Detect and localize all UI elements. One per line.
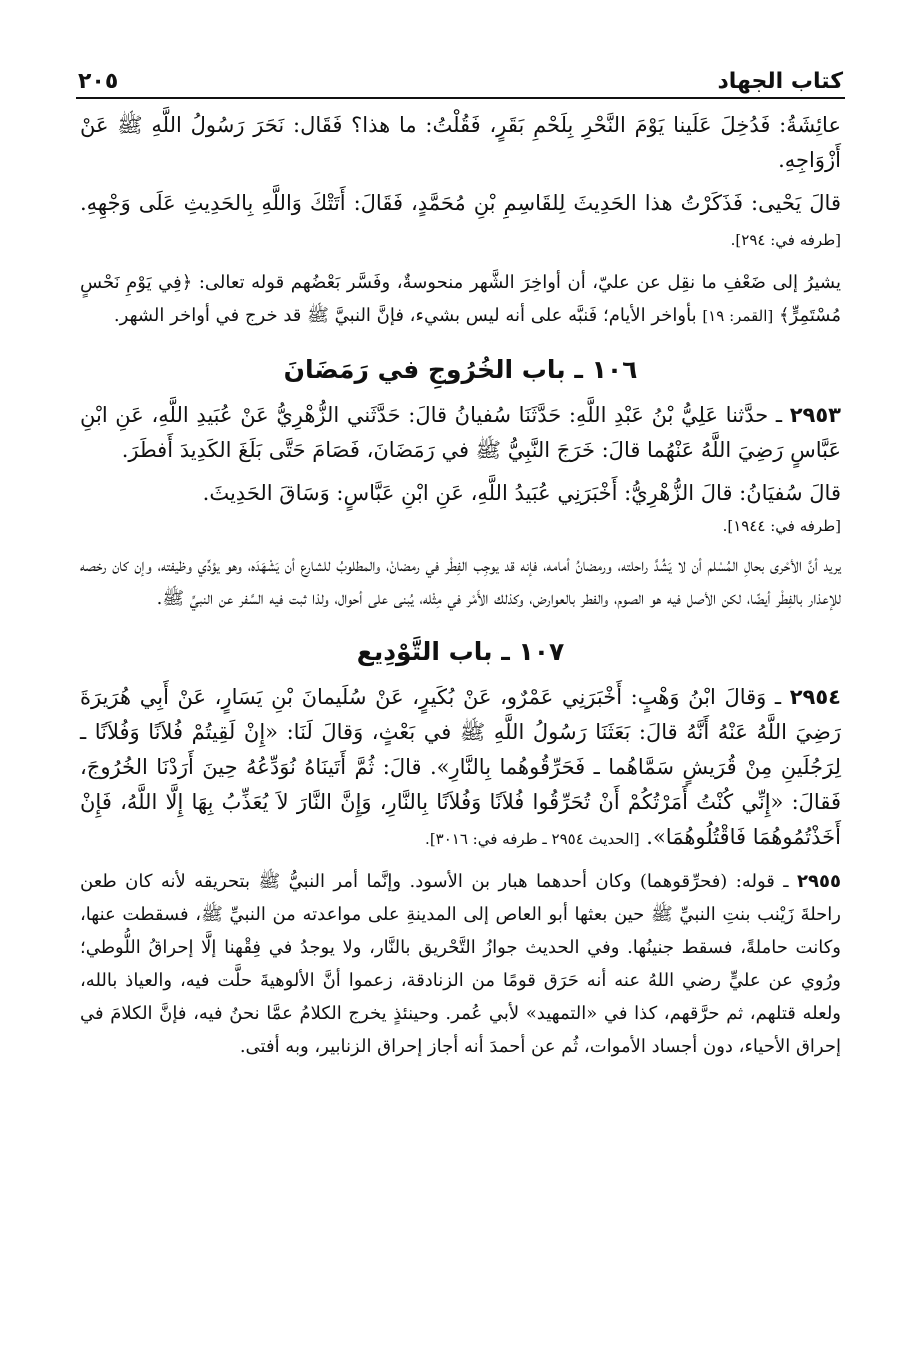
quran-reference: [القمر: ١٩] — [702, 307, 774, 325]
commentary-2955 — [80, 865, 841, 1063]
page-number: ٢٠٥ — [78, 69, 119, 94]
commentary-text: بأواخر الأيام؛ فَنبَّه على أنه ليس بشيء، فإنَّ النبيَّ ﷺ قد خرج في أواخر الشهر. — [113, 305, 697, 326]
hadith-number: ٢٩٥٣ — [789, 403, 842, 427]
commentary-text: ـ قوله: (فحرِّقوهما) وكان أحدهما هبار بن الأسود. وإنَّما أمر النبيُّ ﷺ بتحريقه لأنه كان طعن راحلةَ زَيْنب بنتِ النبيِّ ﷺ حين بعثها أبو العاص إلى المدينةِ على مواعدته من النبيِّ ﷺ، فسقطت عنها، وكانت حاملةً، فسقط جنينُها. وفي الحديث جوازُ التَّحْريق بالنَّار، ولا يوجدُ في فِقْهنا إلَّا إحراقُ اللُّوطي؛ ورُوي عن عليٍّ رضي اللهُ عنه أنه حَرَق قومًا من الزنادقة، زعموا أنَّ الألوهيةَ حلَّت فيه، والعياذ بالله، ولعله قتلهم، ثم حرَّقهم، كذا في «التمهيد» لأبي عُمر. وحينئذٍ يخرج الكلامُ عمَّا نحنُ فيه، فإنَّ الكلامَ في إحراق الأحياء، دون أجساد الأموات، ثُم عن أحمدَ أنه أجاز إحراق الزنابير، وبه أفتى. — [80, 871, 841, 1057]
header-rule — [76, 97, 845, 99]
chapter-title-106: ١٠٦ ـ باب الخُرُوجِ في رَمَضَانَ — [283, 355, 638, 384]
commentary-106 — [80, 549, 841, 615]
hadith-text: ـ وَقالَ ابْنُ وَهْبٍ: أَخْبَرَنِي عَمْرٌو، عَنْ بُكَيرٍ، عَنْ سُلَيمانَ بْنِ يَسَارٍ، عَنْ أَبِي هُرَيرَةَ رَضِيَ اللَّهُ عَنْهُ أَنَّهُ قالَ: بَعَثَنَا رَسُولُ اللَّهِ ﷺ في بَعْثٍ، وَقالَ لَنَا: «إِنْ لَقِيتُمْ فُلاَنًا وَفُلاَنًا ـ لِرَجُلَينِ مِنْ قُرَيشٍ سَمَّاهُما ـ فَحَرِّقُوهُما بِالنَّارِ». قالَ: ثُمَّ أَتَينَاهُ نُوَدِّعُهُ حِينَ أَرَدْنَا الخُرُوجَ، فَقالَ: «إِنِّي كُنْتُ أَمَرْتُكُمْ أَنْ تُحَرِّقُوا فُلاَنًا وَفُلاَنًا بِالنَّارِ، وَإِنَّ النَّارَ لاَ يُعَذِّبُ بِهَا إِلَّا اللَّهُ، فَإِنْ أَخَذْتُمُوهُمَا فَاقْتُلُوهُمَا». — [80, 685, 841, 849]
reference-note: [طرفه في: ٢٩٤]. — [730, 231, 841, 249]
reference-note: [الحديث ٢٩٥٤ ـ طرفه في: ٣٠١٦]. — [425, 830, 640, 848]
commentary-text: يشيرُ إلى ضَعْفِ ما نقِل عن عليّ، أن أواخِرَ الشَّهر منحوسةٌ، وفَسَّر بَعْضُهم قوله تعالى: ﴿فِي يَوْمِ نَحْسٍ مُسْتَمِرٍّ﴾ — [80, 272, 841, 326]
reference-note: [طرفه في: ١٩٤٤]. — [722, 517, 841, 535]
paragraph-yahya — [80, 186, 841, 258]
hadith-number: ٢٩٥٤ — [789, 685, 841, 709]
hadith-text: ـ حدَّثنا عَلِيُّ بْنُ عَبْدِ اللَّهِ: حَدَّثَنَا سُفيانُ قالَ: حَدَّثَني الزُّهْرِيُّ عَنْ عُبَيدِ اللَّهِ، عَنِ ابْنِ عَبَّاسٍ رَضِيَ اللَّهُ عَنْهُما قالَ: خَرَجَ النَّبِيُّ ﷺ في رَمَضَانَ، فَصَامَ حَتَّى بَلَغَ الكَدِيدَ أَفطَرَ. — [80, 403, 841, 462]
paragraph-text: قالَ يَحْيى: فَذَكَرْتُ هذا الحَدِيثَ لِلقَاسِمِ بْنِ مُحَمَّدٍ، فَقَالَ: أَتَتْكَ وَاللَّهِ بِالحَدِيثِ عَلَى وَجْهِهِ. — [80, 191, 841, 215]
paragraph-text: عائِشَةُ: فَدُخِلَ عَلَينا يَوْمَ النَّحْرِ بِلَحْمِ بَقَرٍ، فَقُلْتُ: ما هذا؟ فَقَال: نَحَرَ رَسُولُ اللَّهِ ﷺ عَنْ أَزْوَاجِهِ. — [80, 113, 841, 172]
page-content — [80, 108, 841, 1328]
commentary-number: ٢٩٥٥ — [797, 871, 841, 892]
commentary-text: يريد أنَّ الأحْرى بحالِ المُسْلم أن لا يَشُدَّ راحلته، ورمضانُ أمامه، فإنه قد يوجِب الفِطْر في رمضانْ، والمطلوبُ للشارع أن يَشْهَدَه، وهو يؤدِّي وظيفته، وإن كان رخصه للإعذار بالفِطْر أيضًا، لكن الأصل فيه هو الصوم، والفطر بالعوارض، وكذلك الأَمْر في مِثْله، يُبنى على أحوال، ولذا ثبت فيه السَّفر عن النبيِّ ﷺ. — [80, 555, 841, 609]
hadith-2954 — [80, 680, 841, 857]
chapter-title-107: ١٠٧ ـ باب التَّوْدِيع — [356, 637, 565, 666]
hadith-2953-continuation — [80, 476, 841, 511]
paragraph-continuation — [80, 108, 841, 178]
commentary-paragraph — [80, 266, 841, 333]
page-header — [78, 58, 843, 94]
book-title: كتاب الجهاد — [717, 69, 843, 94]
hadith-text: قالَ سُفيَانُ: قالَ الزُّهْرِيُّ: أَخْبَرَنِي عُبَيدُ اللَّهِ، عَنِ ابْنِ عَبَّاسٍ: وَسَاقَ الحَدِيثَ. — [202, 481, 841, 505]
hadith-2953 — [80, 398, 841, 468]
